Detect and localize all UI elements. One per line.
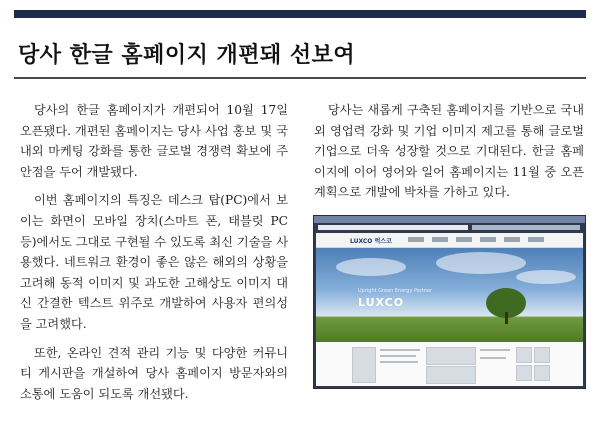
homepage-screenshot — [313, 215, 586, 389]
text-line — [480, 357, 506, 359]
paragraph: 당사의 한글 홈페이지가 개편되어 10월 17일 오픈됐다. 개편된 홈페이지는 당사 사업 홍보 및 국내외 마케팅 강화를 통한 글로벌 경쟁력 확보에 주안점을 두어 개발됐다. — [20, 103, 288, 179]
text-line — [380, 361, 418, 363]
product-thumb — [516, 365, 532, 381]
left-column — [20, 100, 288, 412]
product-thumb — [516, 347, 532, 363]
text-line — [380, 349, 420, 351]
menu-item — [504, 237, 520, 242]
menu-item — [456, 237, 472, 242]
browser-titlebar — [314, 216, 585, 223]
webpage-hero-banner — [316, 248, 583, 342]
text-line — [480, 349, 510, 351]
product-thumb — [534, 347, 550, 363]
browser-tabs — [472, 225, 580, 230]
text-line — [380, 355, 416, 357]
content-block — [426, 347, 476, 365]
webpage-preview — [316, 233, 583, 386]
webpage-content-area — [316, 343, 583, 386]
tree-trunk — [505, 312, 508, 324]
menu-item — [432, 237, 448, 242]
paragraph: 이번 홈페이지의 특징은 데스크 탑(PC)에서 보이는 화면이 모바일 장치(스마트 폰, 태블릿 PC 등)에서도 그대로 구현될 수 있도록 최신 기술을 사용했다. 네트워크 환경이 좋은 않은 해외의 상황을 고려해 동적 이미지 및 과도한 고해상도 이미지 대신 간결한 텍스트 위주로 개발하여 사용자 편의성을 고려했다. — [20, 193, 288, 331]
headline-divider — [14, 77, 586, 79]
browser-address-bar — [318, 225, 468, 230]
hero-tagline: Upright Green Energy Partner — [358, 288, 433, 294]
right-column — [314, 100, 584, 211]
cloud — [516, 270, 576, 284]
top-decorative-bar — [14, 10, 586, 18]
article-headline: 당사 한글 홈페이지 개편돼 선보여 — [18, 43, 356, 68]
cloud — [336, 258, 406, 276]
product-thumb — [534, 365, 550, 381]
menu-item — [408, 237, 424, 242]
webpage-logo: LUXCO 럭스코 — [350, 238, 392, 245]
cloud — [436, 252, 526, 274]
webpage-nav — [316, 233, 583, 248]
menu-item — [480, 237, 496, 242]
content-block — [426, 366, 476, 384]
content-block — [352, 347, 376, 383]
hero-brand: LUXCO — [358, 296, 405, 309]
menu-item — [528, 237, 544, 242]
paragraph: 당사는 새롭게 구축된 홈페이지를 기반으로 국내외 영업력 강화 및 기업 이미지 제고를 통해 글로벌기업으로 더욱 성장할 것으로 기대된다. 한글 홈페이지에 이어 영어와 일어 홈페이지는 11월 중 오픈계획으로 개발에 박차를 가하고 있다. — [314, 103, 584, 200]
paragraph: 또한, 온라인 견적 관리 기능 및 다양한 커뮤니티 게시판을 개설하여 당사 홈페이지 방문자와의 소통에 도움이 되도록 개선됐다. — [20, 345, 288, 401]
